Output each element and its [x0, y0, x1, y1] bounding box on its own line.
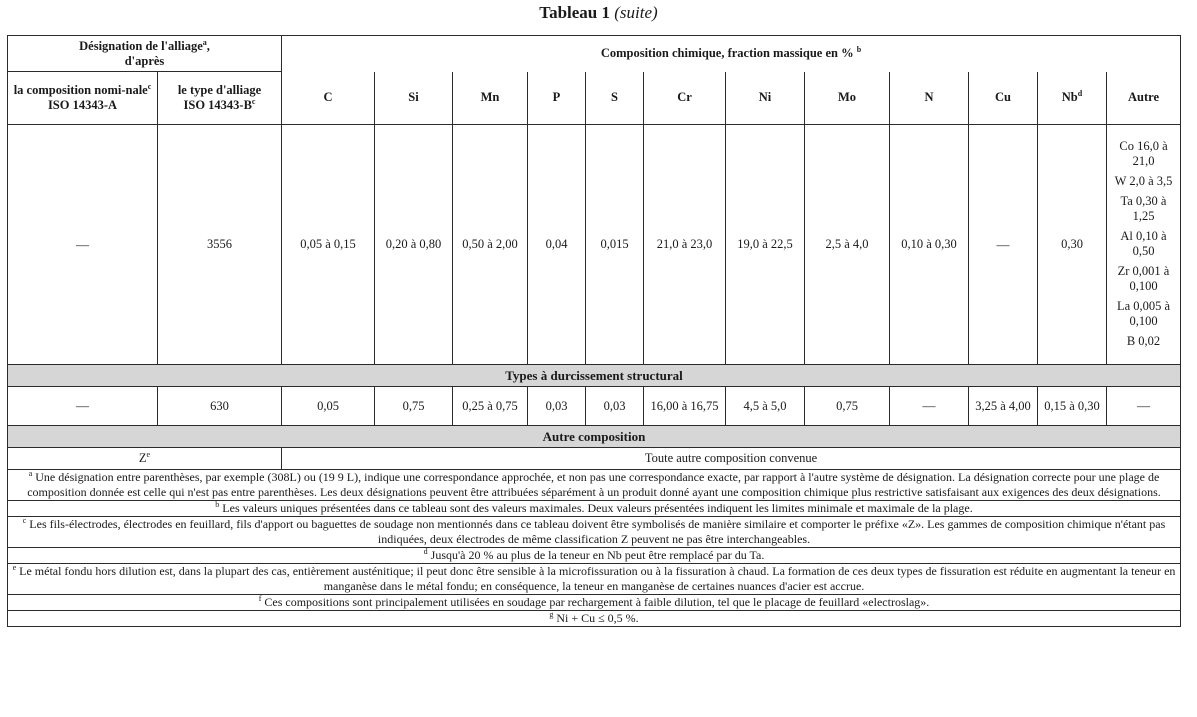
composition-table: [7, 35, 1181, 627]
element-header-nb: Nb$^d$: [1038, 72, 1107, 125]
table-cell: 19,0 à 22,5: [726, 125, 805, 365]
table-cell: 0,03: [528, 387, 586, 426]
chem-comp-header: [282, 36, 1181, 72]
footnote-mark: a: [28, 469, 33, 478]
element-header: Cr: [644, 72, 726, 125]
designation-mark: a: [202, 37, 207, 47]
footnote-row: [8, 595, 1181, 611]
header-row-2: [8, 72, 1181, 125]
header-row-1: [8, 36, 1181, 72]
other-element: W 2,0 à 3,5: [1114, 173, 1173, 188]
footnote-text: Les valeurs uniques présentées dans ce tableau sont des valeurs maximales. Deux valeurs présentées indiquent les limites minimale et maximale de la plage.: [222, 501, 973, 515]
footnote-text: Jusqu'à 20 % au plus de la teneur en Nb peut être remplacé par du Ta.: [430, 548, 765, 562]
table-cell: 0,04: [528, 125, 586, 365]
alloy-std: ISO 14343-B: [183, 98, 252, 112]
footnote-mark: d: [423, 547, 428, 556]
footnote-text: Ni + Cu ≤ 0,5 %.: [556, 611, 639, 625]
element-header: Si: [375, 72, 453, 125]
element-header: Autre: [1107, 72, 1181, 125]
other-elements-cell: [1107, 125, 1181, 365]
table-cell: 16,00 à 16,75: [644, 387, 726, 426]
table-row-630: [8, 387, 1181, 426]
table-cell: 0,75: [375, 387, 453, 426]
footnote-text: Ces compositions sont principalement utilisées en soudage par rechargement à faible dilution, tel que le placage de feuillard «electroslag».: [264, 595, 930, 609]
footnote-text: Les fils-électrodes, électrodes en feuillard, fils d'apport ou baguettes de soudage non mentionnés dans ce tableau doivent être symbolisés de manière similaire et comporter le préfixe «Z». Les gammes de composition chimique n'étant pas indiquées, deux électrodes de même classification Z peuvent ne pas être interchangeables.: [29, 517, 1166, 546]
designation-header: Désignation de l'alliage$^a$, d'après: [8, 36, 282, 72]
footnote-row: [8, 517, 1181, 548]
table-cell: 0,30: [1038, 125, 1107, 365]
group-label: Types à durcissement structural: [8, 365, 1181, 387]
footnote-row: [8, 470, 1181, 501]
table-cell: 3,25 à 4,00: [969, 387, 1038, 426]
table-cell-z: $Z^e$: [8, 448, 282, 470]
group-row-other: [8, 426, 1181, 448]
footnote-mark: c: [22, 516, 27, 525]
element-header: P: [528, 72, 586, 125]
footnote-row: [8, 564, 1181, 595]
table-row-z: [8, 448, 1181, 470]
table-caption: [0, 3, 1197, 23]
other-element: Ta 0,30 à 1,25: [1120, 193, 1167, 223]
footnote-mark: f: [258, 594, 262, 603]
other-element: Zr 0,001 à 0,100: [1117, 263, 1170, 293]
table-row-3556: [8, 125, 1181, 365]
table-cell: —: [8, 125, 158, 365]
group-label: Autre composition: [8, 426, 1181, 448]
table-cell: 2,5 à 4,0: [805, 125, 890, 365]
element-header: S: [586, 72, 644, 125]
z-mark: e: [146, 449, 151, 459]
table-cell: 0,03: [586, 387, 644, 426]
element-header: Mn: [453, 72, 528, 125]
designation-sub: d'après: [124, 53, 165, 68]
chem-comp-label: Composition chimique, fraction massique en %: [600, 46, 854, 61]
table-cell: Toute autre composition convenue: [282, 448, 1181, 470]
table-cell: 0,25 à 0,75: [453, 387, 528, 426]
table-cell: 0,50 à 2,00: [453, 125, 528, 365]
other-element: Co 16,0 à 21,0: [1119, 138, 1168, 168]
element-header: Ni: [726, 72, 805, 125]
table-cell: —: [1107, 387, 1181, 426]
other-element: B 0,02: [1126, 333, 1161, 348]
table-cell: 0,75: [805, 387, 890, 426]
element-header: Mo: [805, 72, 890, 125]
footnote-mark: e: [12, 563, 17, 572]
table-cell: —: [890, 387, 969, 426]
nominal-mark: c: [147, 81, 152, 91]
table-cell: 0,015: [586, 125, 644, 365]
element-header: Cu: [969, 72, 1038, 125]
alloy-mark: c: [251, 96, 256, 106]
caption-title: Tableau 1: [539, 3, 611, 22]
other-element: La 0,005 à 0,100: [1116, 298, 1171, 328]
table-cell: 3556: [158, 125, 282, 365]
footnote-row: [8, 611, 1181, 627]
chem-comp-mark: b: [856, 45, 862, 55]
table-cell: 0,15 à 0,30: [1038, 387, 1107, 426]
element-header: C: [282, 72, 375, 125]
table-cell: —: [8, 387, 158, 426]
nominal-std: ISO 14343-A: [47, 98, 118, 112]
designation-label: Désignation de l'alliage: [79, 38, 203, 53]
caption-suffix: (suite): [614, 3, 658, 22]
nominal-composition-header: [8, 72, 158, 125]
table-cell: —: [969, 125, 1038, 365]
footnote-mark: g: [549, 610, 554, 619]
footnote-mark: b: [215, 500, 220, 509]
alloy-type-label: le type d'alliage: [177, 83, 262, 97]
footnote-text: Le métal fondu hors dilution est, dans la plupart des cas, entièrement austénitique; il peut donc être sensible à la microfissuration ou à la fissuration à chaud. La formation de ces deux types de fissuration est réduite en augmentant la teneur en manganèse dans le métal fondu; en conséquence, la teneur en manganèse de certaines nuances d'acier est accrue.: [19, 564, 1176, 593]
group-row-precipitation: [8, 365, 1181, 387]
table-cell: 4,5 à 5,0: [726, 387, 805, 426]
nb-mark: d: [1077, 89, 1083, 99]
table-cell: 0,20 à 0,80: [375, 125, 453, 365]
footnote-text: Une désignation entre parenthèses, par exemple (308L) ou (19 9 L), indique une correspondance approchée, et non pas une correspondance exacte, par rapport à l'autre système de désignation. La désignation correcte pour une plage de composition donnée est celle qui n'est pas entre parenthèses. Les deux désignations peuvent être attribuées séparément à un produit donné ayant une composition chimique plus restrictive satisfaisant aux exigences des deux désignations.: [27, 470, 1161, 499]
other-element: Al 0,10 à 0,50: [1120, 228, 1167, 258]
footnote-row: [8, 501, 1181, 517]
table-cell: 0,05: [282, 387, 375, 426]
table-cell: 0,10 à 0,30: [890, 125, 969, 365]
footnote-row: [8, 548, 1181, 564]
table-cell: 21,0 à 23,0: [644, 125, 726, 365]
alloy-type-header: [158, 72, 282, 125]
element-header: N: [890, 72, 969, 125]
nominal-composition-label: la composition nomi-nale: [13, 83, 148, 97]
table-cell: 630: [158, 387, 282, 426]
table-cell: 0,05 à 0,15: [282, 125, 375, 365]
